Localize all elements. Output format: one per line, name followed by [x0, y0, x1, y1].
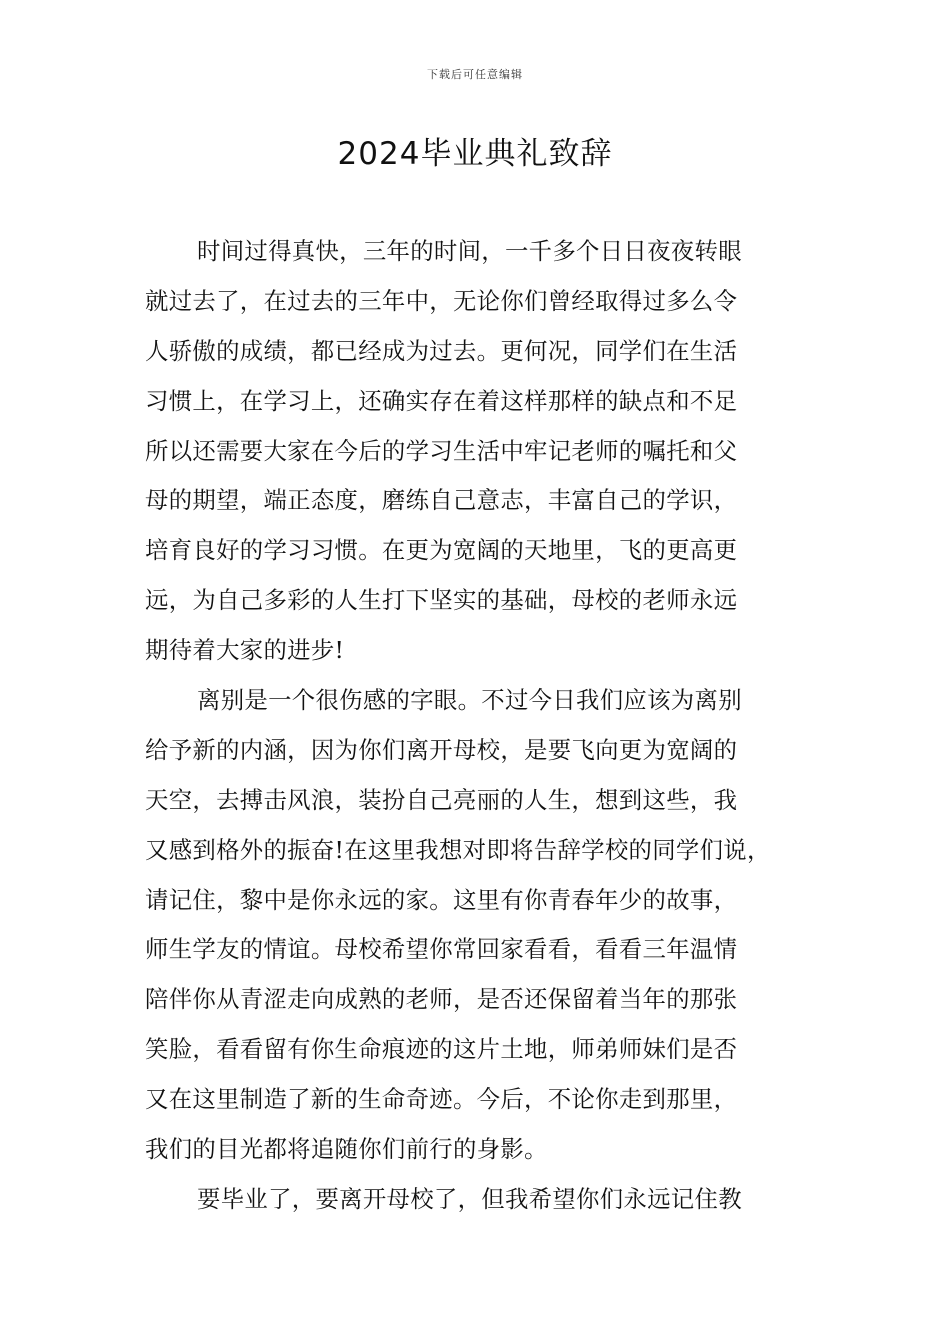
paragraph-line: 离别是一个很伤感的字眼。不过今日我们应该为离别 — [197, 686, 742, 715]
paragraph-line: 请记住，黎中是你永远的家。这里有你青春年少的故事， — [145, 885, 738, 914]
paragraph-line: 所以还需要大家在今后的学习生活中牢记老师的嘱托和父 — [145, 436, 738, 465]
paragraph-line: 就过去了，在过去的三年中，无论你们曾经取得过多么令 — [145, 286, 738, 315]
document-title: 2024毕业典礼致辞 — [337, 136, 613, 172]
paragraph-line: 笑脸，看看留有你生命痕迹的这片土地，师弟师妹们是否 — [145, 1035, 738, 1064]
paragraph-line: 时间过得真快，三年的时间，一千多个日日夜夜转眼 — [197, 237, 742, 265]
paragraph-line: 习惯上，在学习上，还确实存在着这样那样的缺点和不足 — [145, 386, 738, 415]
paragraph-line: 要毕业了，要离开母校了，但我希望你们永远记住教 — [197, 1184, 742, 1213]
paragraph-line: 人骄傲的成绩，都已经成为过去。更何况，同学们在生活 — [145, 336, 738, 365]
paragraph-line: 陪伴你从青涩走向成熟的老师，是否还保留着当年的那张 — [145, 985, 738, 1014]
paragraph-line: 远，为自己多彩的人生打下坚实的基础，母校的老师永远 — [145, 586, 738, 615]
paragraph-line: 我们的目光都将追随你们前行的身影。 — [145, 1135, 548, 1164]
paragraph-line: 期待着大家的进步! — [145, 636, 345, 665]
paragraph-line: 培育良好的学习习惯。在更为宽阔的天地里，飞的更高更 — [145, 536, 738, 565]
paragraph-line: 天空，去搏击风浪，装扮自己亮丽的人生，想到这些，我 — [145, 785, 738, 814]
paragraph-line: 师生学友的情谊。母校希望你常回家看看，看看三年温情 — [145, 935, 738, 964]
paragraph-line: 又在这里制造了新的生命奇迹。今后，不论你走到那里， — [145, 1085, 738, 1114]
document-body — [145, 227, 815, 1225]
paragraph-line: 母的期望，端正态度，磨练自己意志，丰富自己的学识， — [145, 486, 738, 515]
paragraph-line: 又感到格外的振奋!在这里我想对即将告辞学校的同学们说， — [145, 835, 771, 864]
paragraph-line: 给予新的内涵，因为你们离开母校，是要飞向更为宽阔的 — [145, 735, 738, 764]
header-note: 下载后可任意编辑 — [427, 68, 523, 81]
